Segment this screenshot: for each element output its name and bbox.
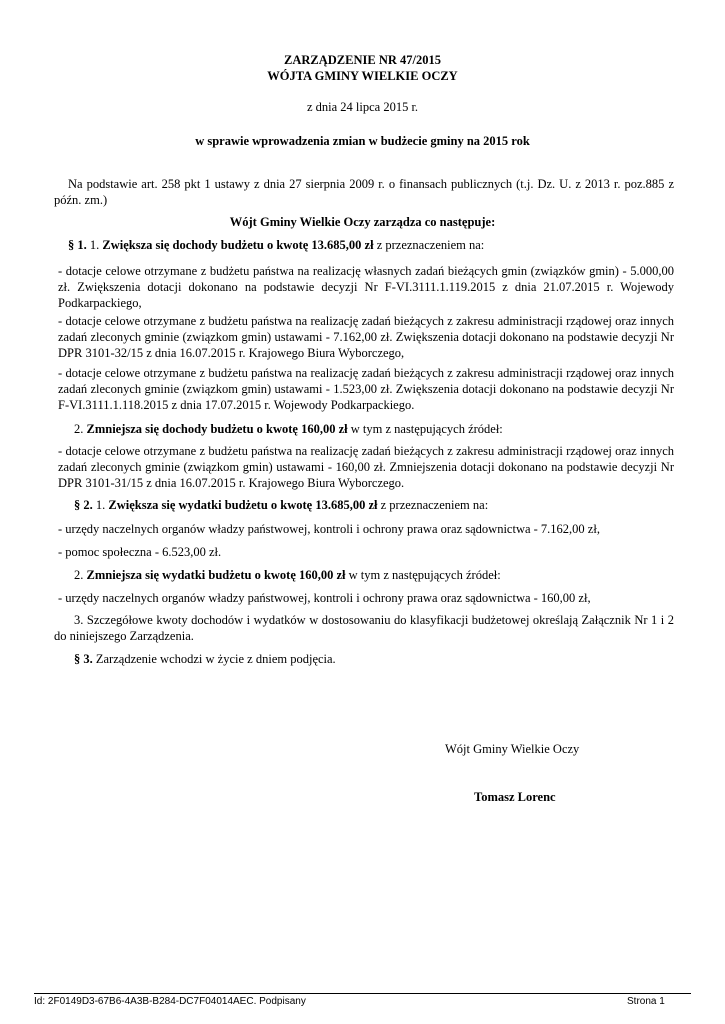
section-2-2-number: 2. <box>74 568 84 582</box>
section-3-label: § 3. <box>74 652 93 666</box>
section-1-label: § 1. <box>68 238 87 252</box>
section-3-text: Zarządzenie wchodzi w życie z dniem podjęcia. <box>92 652 336 666</box>
section-2-2-rest: w tym z następujących źródeł: <box>345 568 501 582</box>
section-2-2-bold: Zmniejsza się wydatki budżetu o kwotę 160,00 zł <box>86 568 346 582</box>
footer-id: Id: 2F0149D3-67B6-4A3B-B284-DC7F04014AEC. Podpisany <box>34 996 306 1007</box>
section-1-item: - dotacje celowe otrzymane z budżetu państwa na realizację własnych zadań bieżących gmin (związków gmin) - 5.000,00 zł. Zwiększenia dotacji dokonano na podstawie decyzji Nr F-VI.3111.1.119.2015 z dnia 21.07.2015 r. Wojewody Podkarpackiego, <box>58 264 674 310</box>
section-2-rest: z przeznaczeniem na: <box>377 498 489 512</box>
document-subject: w sprawie wprowadzenia zmian w budżecie gminy na 2015 rok <box>195 134 530 148</box>
section-1-item: - dotacje celowe otrzymane z budżetu państwa na realizację zadań bieżących z zakresu administracji rządowej oraz innych zadań zleconych gminie (związkom gmin) ustawami - 7.162,00 zł. Zwiększenia dotacji dokonano na podstawie decyzji Nr DPR 3101-32/15 z dnia 16.07.2015 r. Krajowego Biura Wyborczego, <box>58 314 674 360</box>
section-1-rest: z przeznaczeniem na: <box>373 238 485 252</box>
section-2-item: - pomoc społeczna - 6.523,00 zł. <box>58 545 222 559</box>
document-title-line1: ZARZĄDZENIE NR 47/2015 <box>284 53 441 67</box>
document-title-line2: WÓJTA GMINY WIELKIE OCZY <box>267 69 458 83</box>
section-1-2-item: - dotacje celowe otrzymane z budżetu państwa na realizację zadań bieżących z zakresu administracji rządowej oraz innych zadań zleconych gminie (związkom gmin) ustawami - 160,00 zł. Zmniejszenia dotacji dokonano na podstawie decyzji Nr DPR 3101-31/15 z dnia 16.07.2015 r. Krajowego Biura Wyborczego. <box>58 444 674 490</box>
section-1-heading <box>68 237 674 253</box>
section-2-3: 3. Szczegółowe kwoty dochodów i wydatków w dostosowaniu do klasyfikacji budżetowej określają Załącznik Nr 1 i 2 do niniejszego Zarządzenia. <box>54 613 674 643</box>
section-2-number: 1. <box>95 498 106 512</box>
section-1-2-heading <box>74 421 674 437</box>
section-3 <box>74 651 674 667</box>
section-2-label: § 2. <box>74 498 93 512</box>
section-2-2-item: - urzędy naczelnych organów władzy państwowej, kontroli i ochrony prawa oraz sądownictwa - 160,00 zł, <box>58 591 591 605</box>
section-2-heading <box>74 497 674 513</box>
section-1-bold: Zwiększa się dochody budżetu o kwotę 13.685,00 zł <box>102 238 374 252</box>
section-1-2-rest: w tym z następujących źródeł: <box>347 422 503 436</box>
legal-basis: Na podstawie art. 258 pkt 1 ustawy z dnia 27 sierpnia 2009 r. o finansach publicznych (t.j. Dz. U. z 2013 r. poz.885 z późn. zm.) <box>54 177 674 207</box>
document-date: z dnia 24 lipca 2015 r. <box>306 100 419 114</box>
section-2-item: - urzędy naczelnych organów władzy państwowej, kontroli i ochrony prawa oraz sądownictwa - 7.162,00 zł, <box>58 522 600 536</box>
section-2-bold: Zwiększa się wydatki budżetu o kwotę 13.685,00 zł <box>108 498 378 512</box>
section-1-number: 1. <box>89 238 100 252</box>
footer-page-number: Strona 1 <box>627 996 665 1007</box>
section-2-2-heading <box>74 567 674 583</box>
section-1-2-bold: Zmniejsza się dochody budżetu o kwotę 160,00 zł <box>86 422 348 436</box>
signature-role: Wójt Gminy Wielkie Oczy <box>445 742 580 756</box>
section-1-2-number: 2. <box>74 422 84 436</box>
section-1-item: - dotacje celowe otrzymane z budżetu państwa na realizację zadań bieżących z zakresu administracji rządowej oraz innych zadań zleconych gminie (związkom gmin) ustawami - 1.523,00 zł. Zwiększenia dotacji dokonano na podstawie decyzji Nr F-VI.3111.1.118.2015 z dnia 17.07.2015 r. Wojewody Podkarpackiego. <box>58 366 674 412</box>
footer-divider <box>34 993 691 994</box>
signature-name: Tomasz Lorenc <box>474 790 556 804</box>
decree-intro: Wójt Gminy Wielkie Oczy zarządza co następuje: <box>229 215 496 229</box>
